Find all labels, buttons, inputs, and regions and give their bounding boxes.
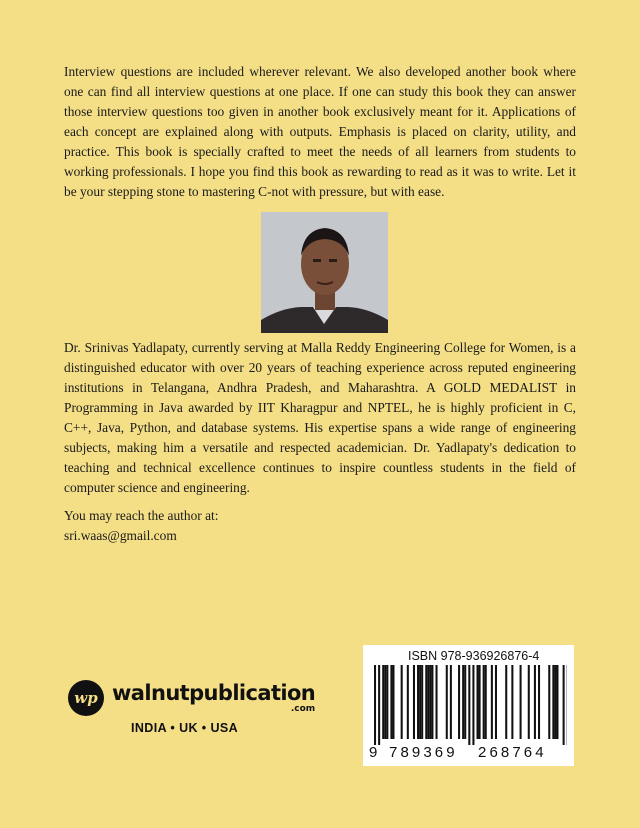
barcode-bar xyxy=(390,665,392,739)
barcode-bar xyxy=(534,665,536,739)
barcode-guard-bar xyxy=(468,665,470,745)
barcode-bar xyxy=(556,665,558,739)
barcode-bar xyxy=(427,665,429,739)
ean-first-digit: 9 xyxy=(369,744,378,761)
barcode-bar xyxy=(458,665,460,739)
barcode-bar xyxy=(464,665,466,739)
back-cover-blurb: Interview questions are included wherever relevant. We also developed another book where one can find all interview questions at one place. If one can study this book they can answer those interview questions too given in another book exclusively meant for it. Applications of each concept are explained along with outputs. Emphasis is placed on clarity, utility, and practice. This book is specially crafted to meet the needs of all learners from students to working professionals. I hope you find this book as rewarding to read as it was to write. Let it be your stepping stone to mastering C-not with pressure, but with ease. xyxy=(64,64,576,199)
author-email[interactable]: sri.waas@gmail.com xyxy=(64,528,177,543)
publisher-domain: .com xyxy=(290,704,316,714)
barcode-bar xyxy=(483,665,485,739)
barcode-bar xyxy=(528,665,530,739)
barcode-bar xyxy=(450,665,452,739)
barcode-bar xyxy=(520,665,522,739)
barcode-bar xyxy=(384,665,386,739)
author-biography: Dr. Srinivas Yadlapaty, currently serving at Malla Reddy Engineering College for Women, is a distinguished educator with over 20 years of teaching experience across reputed engineering institutions in Telangana, Andhra Pradesh, and Maharashtra. A GOLD MEDALIST in Programming in Java awarded by IIT Kharagpur and NPTEL, he is highly proficient in C, C++, Java, Python, and database systems. His expertise spans a wide range of engineering subjects, making him a versatile and respected academician. Dr. Yadlapaty's dedication to teaching and technical excellence continues to inspire countless students in the field of computer science and engineering. xyxy=(64,340,576,495)
publisher-name: walnutpublication xyxy=(112,681,316,705)
barcode-bars xyxy=(371,665,567,745)
isbn-barcode xyxy=(363,645,574,766)
barcode-bar xyxy=(446,665,448,739)
author-photo xyxy=(261,212,388,333)
publisher-regions: INDIA • UK • USA xyxy=(131,721,239,735)
barcode-bar xyxy=(392,665,394,739)
barcode-bar xyxy=(425,665,427,739)
barcode-bar xyxy=(479,665,481,739)
barcode-bar xyxy=(417,665,419,739)
barcode-bar xyxy=(505,665,507,739)
barcode-bar xyxy=(491,665,493,739)
contact-prompt: You may reach the author at: xyxy=(64,508,219,523)
barcode-bar xyxy=(413,665,415,739)
barcode-bar xyxy=(386,665,388,739)
barcode-bar xyxy=(436,665,438,739)
barcode-bar xyxy=(495,665,497,739)
walnut-logo-icon: wp xyxy=(68,680,104,716)
barcode-guard-bar xyxy=(374,665,376,745)
ean-left-digits: 789369 xyxy=(389,744,458,761)
barcode-bar xyxy=(462,665,464,739)
barcode-bar xyxy=(485,665,487,739)
barcode-bar xyxy=(382,665,384,739)
barcode-bar xyxy=(407,665,409,739)
barcode-bar xyxy=(548,665,550,739)
barcode-bar xyxy=(431,665,433,739)
barcode-guard-bar xyxy=(378,665,380,745)
barcode-guard-bar xyxy=(472,665,474,745)
publisher-logo xyxy=(68,680,315,716)
barcode-bar xyxy=(552,665,554,739)
barcode-bar xyxy=(554,665,556,739)
barcode-bar xyxy=(401,665,403,739)
barcode-guard-bar xyxy=(563,665,565,745)
barcode-bar xyxy=(419,665,421,739)
ean-right-digits: 268764 xyxy=(478,744,547,761)
barcode-bar xyxy=(538,665,540,739)
isbn-label: ISBN 978-936926876-4 xyxy=(408,649,540,663)
barcode-bar xyxy=(421,665,423,739)
barcode-bar xyxy=(511,665,513,739)
barcode-bar xyxy=(477,665,479,739)
barcode-bar xyxy=(429,665,431,739)
